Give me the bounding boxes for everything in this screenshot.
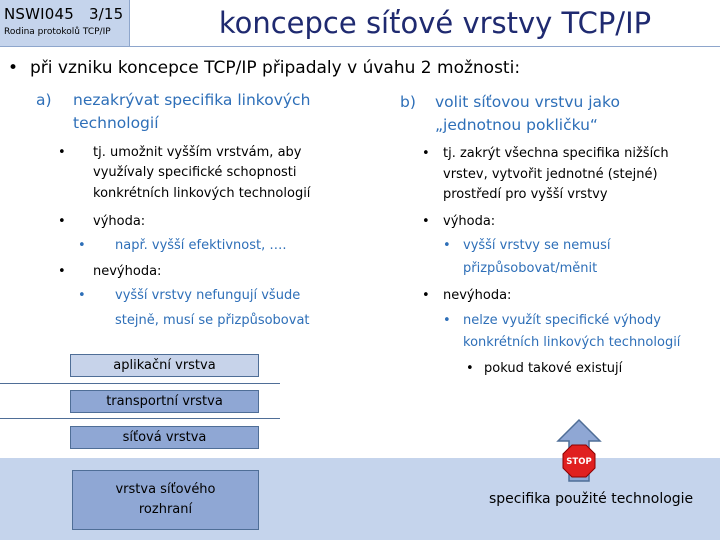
option-a-detail-1: tj. umožnit vyšším vrstvám, aby (93, 145, 302, 160)
technology-specifics-label: specifika použité technologie (489, 491, 694, 507)
transport-layer-box: transportní vrstva (70, 390, 259, 413)
option-b-heading-2: „jednotnou pokličku“ (435, 116, 598, 134)
bullet-icon: • (78, 288, 86, 303)
option-b-disadvantage-label: nevýhoda: (443, 288, 512, 303)
bullet-icon: • (58, 214, 66, 229)
option-b-detail-1: tj. zakrýt všechna specifika nižších (443, 146, 669, 161)
interface-layer-line-2: rozhraní (138, 502, 193, 517)
bullet-icon: • (422, 288, 430, 303)
bullet-icon: • (443, 238, 451, 253)
bullet-icon: • (443, 313, 451, 328)
bullet-icon: • (466, 361, 474, 376)
slide-title: koncepce síťové vrstvy TCP/IP (218, 6, 652, 40)
layer-separator (0, 383, 280, 384)
option-a-heading-1: nezakrývat specifika linkových (73, 91, 311, 109)
main-point: při vzniku koncepce TCP/IP připadaly v úvahu 2 možnosti: (30, 58, 521, 78)
interface-layer-line-1: vrstva síťového (115, 482, 216, 497)
application-layer-box: aplikační vrstva (70, 354, 259, 377)
bullet-icon: • (58, 264, 66, 279)
option-b-disadvantage-2: konkrétních linkových technologií (463, 335, 681, 350)
option-a-advantage-label: výhoda: (93, 214, 146, 229)
course-subtitle: Rodina protokolů TCP/IP (4, 27, 111, 37)
option-b-note: pokud takové existují (484, 361, 623, 376)
option-a-disadvantage-1: vyšší vrstvy nefungují všude (115, 288, 301, 303)
option-b-detail-3: prostředí pro vyšší vrstvy (443, 187, 608, 202)
bullet-icon: • (78, 238, 86, 253)
option-a-disadvantage-label: nevýhoda: (93, 264, 162, 279)
option-a-disadvantage-2: stejně, musí se přizpůsobovat (115, 313, 310, 328)
slide-number: 3/15 (88, 5, 124, 23)
bullet-icon: • (58, 145, 66, 160)
option-a-advantage-detail: např. vyšší efektivnost, …. (115, 238, 287, 253)
option-b-disadvantage-1: nelze využít specifické výhody (463, 313, 661, 328)
layer-separator (0, 418, 280, 419)
option-a-heading-2: technologií (73, 114, 159, 132)
course-code: NSWI045 3/15 (4, 5, 124, 23)
main-bullet-icon: • (8, 58, 19, 78)
interface-layer-box (72, 470, 259, 530)
option-b-advantage-label: výhoda: (443, 214, 496, 229)
option-b-heading-1: volit síťovou vrstvu jako (435, 93, 620, 111)
option-a-detail-2: využívaly specifické schopnosti (93, 165, 297, 180)
bullet-icon: • (422, 146, 430, 161)
option-b-detail-2: vrstev, vytvořit jednotné (stejné) (443, 167, 658, 182)
bullet-icon: • (422, 214, 430, 229)
stop-sign-icon (562, 444, 596, 478)
option-b-advantage-1: vyšší vrstvy se nemusí (463, 238, 611, 253)
stop-label: STOP (566, 457, 592, 467)
option-a-marker: a) (36, 91, 52, 109)
option-b-advantage-2: přizpůsobovat/měnit (463, 261, 598, 276)
title-divider (0, 46, 720, 47)
option-b-marker: b) (400, 93, 416, 111)
network-layer-box: síťová vrstva (70, 426, 259, 449)
option-a-detail-3: konkrétních linkových technologií (93, 186, 311, 201)
slide-info-box (0, 0, 130, 46)
